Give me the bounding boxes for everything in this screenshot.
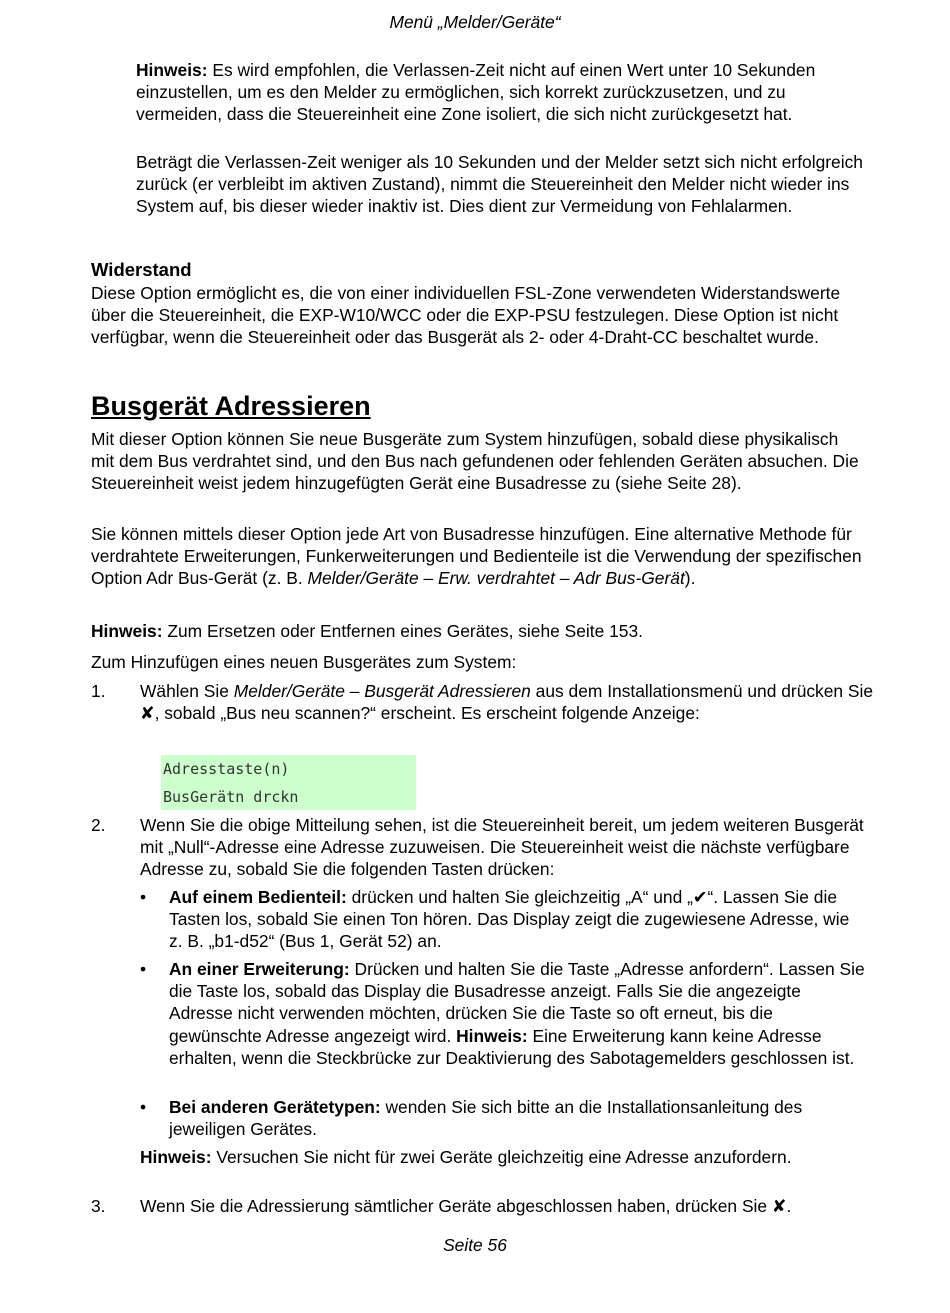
step-number: 3. bbox=[91, 1196, 106, 1216]
step-number: 2. bbox=[91, 815, 106, 835]
note-text: Es wird empfohlen, die Verlassen-Zeit nicht auf einen Wert unter 10 Sekunden einzustellen, um es den Melder zu ermöglichen, sich korrekt zurückzusetzen, und zu vermeiden, dass die Steuereinheit eine Zone isoliert, die sich nicht zurückgesetzt hat. bbox=[136, 60, 816, 125]
section-paragraph-1: Mit dieser Option können Sie neue Busgeräte zum System hinzufügen, sobald diese physikalisch mit dem Bus verdrahtet sind, und den Bus nach gefundenen oder fehlenden Geräten absuchen. Die Steuereinheit weist jedem hinzugefügten Gerät eine Busadresse zu (siehe Seite 28). bbox=[91, 429, 859, 494]
widerstand-heading: Widerstand bbox=[91, 259, 192, 280]
note-text: Versuchen Sie nicht für zwei Geräte gleichzeitig eine Adresse anzufordern. bbox=[211, 1147, 792, 1167]
note-label: Hinweis: bbox=[140, 1147, 212, 1167]
note-label: Hinweis: bbox=[91, 621, 163, 641]
section-intro: Zum Hinzufügen eines neuen Busgerätes zum System: bbox=[91, 652, 517, 672]
step-text-b: aus dem Installationsmenü und drücken Sie bbox=[530, 681, 874, 701]
lcd-line-1: Adresstaste(n) bbox=[163, 760, 290, 778]
cross-key-icon: ✘ bbox=[771, 1196, 787, 1216]
step-text-c: , sobald „Bus neu scannen?“ erscheint. Es erscheint folgende Anzeige: bbox=[154, 703, 700, 724]
widerstand-text: Diese Option ermöglicht es, die von einer individuellen FSL-Zone verwendeten Widerstandswerte über die Steuereinheit, die EXP-W10/WCC oder die EXP-PSU festzulegen. Diese Option ist nicht verfügbar, wenn die Steuereinheit oder das Busgerät als 2- oder 4-Draht-CC beschaltet wurde. bbox=[91, 283, 841, 348]
bullet-text bbox=[169, 886, 865, 953]
bullet-text-a: wenden Sie sich bitte an die Installationsanleitung des jeweiligen Gerätes. bbox=[169, 1097, 803, 1140]
bullet-label: An einer Erweiterung: bbox=[169, 959, 350, 979]
step-text-a: Wenn Sie die Adressierung sämtlicher Geräte abgeschlossen haben, drücken Sie bbox=[140, 1196, 772, 1216]
bullet-text-a: drücken und halten Sie gleichzeitig „A“ und „ bbox=[346, 887, 693, 907]
note-hinweis-2 bbox=[140, 1146, 860, 1168]
note-text: Zum Ersetzen oder Entfernen eines Gerätes, siehe Seite 153. bbox=[162, 621, 643, 641]
section-heading: Busgerät Adressieren bbox=[91, 391, 371, 421]
bullet-dot-icon: • bbox=[140, 1097, 147, 1117]
bullet-note-label: Hinweis: bbox=[456, 1025, 528, 1046]
bullet-text-b: Eine Erweiterung kann keine Adresse erhalten, wenn die Steckbrücke zur Deaktivierung des Sabotagemelders geschlossen ist. bbox=[169, 1025, 855, 1068]
step-number: 1. bbox=[91, 681, 106, 701]
page-footer: Seite 56 bbox=[443, 1235, 507, 1255]
bullet-label: Auf einem Bedienteil: bbox=[169, 887, 347, 907]
p2-menu-path: Melder/Geräte – Erw. verdrahtet – Adr Bus-Gerät bbox=[307, 568, 685, 589]
section-note bbox=[91, 620, 866, 642]
note-paragraph-2 bbox=[136, 151, 871, 218]
bullet-text bbox=[169, 958, 865, 1069]
bullet-text-b: “. Lassen Sie die Tasten los, sobald Sie einen Ton hören. Das Display zeigt die zugewiesene Adresse, wie z. B. „b1-d52“ (Bus 1, Gerät 52) an. bbox=[169, 887, 850, 952]
section-paragraph-2 bbox=[91, 523, 866, 590]
menu-path: Melder/Geräte – Busgerät Adressieren bbox=[233, 681, 531, 701]
step-text bbox=[140, 1195, 875, 1217]
step-text: Wenn Sie die obige Mitteilung sehen, ist die Steuereinheit bereit, um jedem weiteren Busgerät mit „Null“-Adresse eine Adresse zuzuweisen. Die Steuereinheit weist die nächste verfügbare Adresse zu, sobald Sie die folgenden Tasten drücken: bbox=[140, 815, 864, 880]
bullet-text bbox=[169, 1096, 865, 1140]
bullet-dot-icon: • bbox=[140, 959, 147, 979]
step-text bbox=[140, 680, 875, 724]
note-hinweis-1 bbox=[136, 59, 871, 126]
lcd-display bbox=[161, 755, 416, 810]
note-text-2: Beträgt die Verlassen-Zeit weniger als 10 Sekunden und der Melder setzt sich nicht erfolgreich zurück (er verbleibt im aktiven Zustand), nimmt die Steuereinheit den Melder nicht wieder ins System auf, bis dieser wieder inaktiv ist. Dies dient zur Vermeidung von Fehlalarmen. bbox=[136, 152, 863, 217]
bullet-label: Bei anderen Gerätetypen: bbox=[169, 1097, 381, 1117]
page-header: Menü „Melder/Geräte“ bbox=[389, 12, 561, 32]
p2-text-a: Sie können mittels dieser Option jede Art von Busadresse hinzufügen. Eine alternative Methode für verdrahtete Erweiterungen, Funkerweiterungen und Bedienteile ist die Verwendung der spezifischen Option Adr Bus-Gerät (z. B. bbox=[91, 524, 862, 589]
cross-key-icon: ✘ bbox=[140, 703, 155, 724]
lcd-line-2: BusGerätn drckn bbox=[163, 788, 299, 806]
note-label: Hinweis: bbox=[136, 60, 208, 80]
p2-text-b: ). bbox=[684, 568, 696, 589]
step-text-a: Wählen Sie bbox=[140, 681, 234, 701]
step-text-b: . bbox=[786, 1196, 792, 1216]
bullet-dot-icon: • bbox=[140, 887, 147, 907]
bullet-text-a: Drücken und halten Sie die Taste „Adresse anfordern“. Lassen Sie die Taste los, sobald das Display die Busadresse anzeigt. Falls Sie die angezeigte Adresse nicht verwenden möchten, drücken Sie die Taste so oft erneut, bis die gewünschte Adresse angezeigt wird. bbox=[169, 959, 865, 1046]
check-key-icon: ✔ bbox=[692, 887, 708, 907]
